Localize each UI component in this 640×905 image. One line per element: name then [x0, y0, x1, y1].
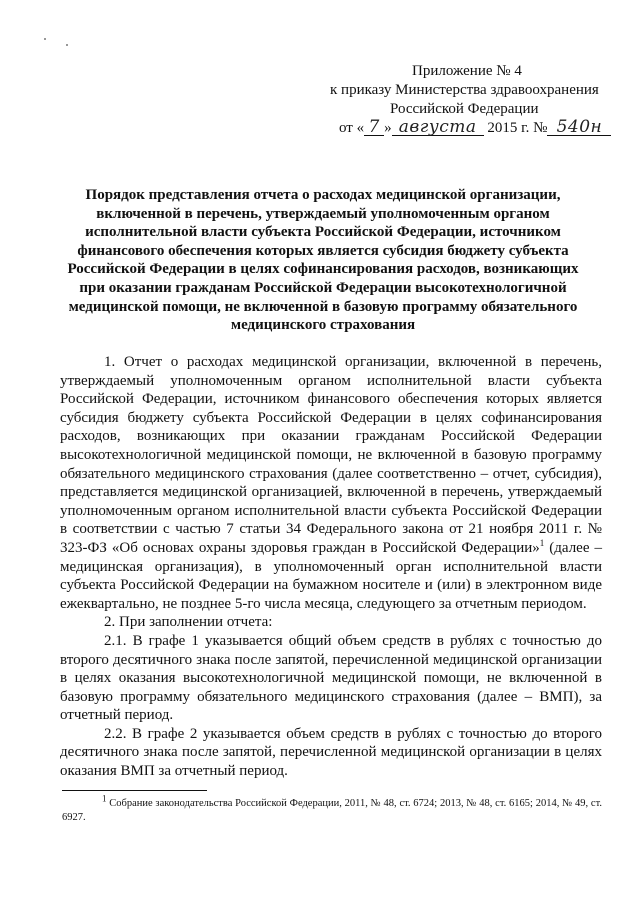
- appendix-date-line: [330, 119, 630, 138]
- appendix-header: [330, 62, 630, 138]
- paragraph-1-text: 1. Отчет о расходах медицинской организации, включенной в перечень, утверждаемый уполномоченным органом исполнительной власти субъекта Российской Федерации, источником финансового обеспечения которых является субсидия бюджету субъекта Российской Федерации в целях софинансирования расходов, возникающих при оказании гражданам Российской Федерации высокотехнологичной медицинской помощи, не включенной в базовую программу обязательного медицинского страхования (далее соответственно – отчет, субсидия), представляется медицинской организацией, включенной в перечень, утверждаемый уполномоченным органом исполнительной власти субъекта Российской Федерации в соответствии с частью 7 статьи 34 Федерального закона от 21 ноября 2011 г. № 323-ФЗ «Об основах охраны здоровья граждан в Российской Федерации»: [60, 354, 602, 556]
- paragraph-2-2: 2.2. В графе 2 указывается объем средств в рублях с точностью до второго десятичного знака после запятой, перечисленной медицинской организации в целях оказания ВМП за отчетный период.: [60, 725, 602, 780]
- paragraph-1: [60, 353, 602, 613]
- handwritten-order-number: 540н: [547, 119, 611, 136]
- date-mid: »: [384, 120, 392, 136]
- scan-speck: [44, 38, 46, 40]
- footnote-mark: 1: [102, 793, 107, 804]
- date-year: 2015 г. №: [487, 120, 548, 136]
- footnote: [62, 793, 602, 825]
- footnote-reference: 1: [539, 537, 545, 548]
- appendix-order-ref: к приказу Министерства здравоохранения: [330, 82, 599, 98]
- date-prefix: от «: [339, 120, 365, 136]
- paragraph-2-1: 2.1. В графе 1 указывается общий объем средств в рублях с точностью до второго десятичного знака после запятой, перечисленной медицинской организации в целях оказания высокотехнологичной медицинской помощи, не включенной в базовую программу обязательного медицинского страхования (далее – ВМП), за отчетный период.: [60, 632, 602, 724]
- appendix-ministry: Российской Федерации: [390, 101, 539, 117]
- paragraph-1-text-continued: (далее – медицинская организация), в уполномоченный орган исполнительной власти субъекта Российской Федерации на бумажном носителе и (или) в электронном виде ежеквартально, не позднее 5-го числа месяца, следующего за отчетным периодом.: [60, 539, 603, 612]
- document-body: [60, 353, 602, 781]
- document-title: Порядок представления отчета о расходах медицинской организации, включенной в перечень, утверждаемый уполномоченным органом исполнительной власти субъекта Российской Федерации, источником финансового обеспечения которых является субсидия бюджету субъекта Российской Федерации в целях софинансирования расходов, возникающих при оказании гражданам Российской Федерации высокотехнологичной медицинской помощи, не включенной в базовую программу обязательного медицинского страхования: [67, 187, 579, 334]
- handwritten-day: 7: [364, 119, 384, 136]
- footnote-divider: [62, 790, 207, 791]
- footnote-text: Собрание законодательства Российской Федерации, 2011, № 48, ст. 6724; 2013, № 48, ст. 6165; 2014, № 49, ст. 6927.: [62, 798, 602, 823]
- handwritten-month: августа: [392, 119, 484, 136]
- appendix-number: Приложение № 4: [412, 63, 522, 79]
- paragraph-2: 2. При заполнении отчета:: [104, 614, 273, 631]
- scan-speck: [66, 44, 68, 46]
